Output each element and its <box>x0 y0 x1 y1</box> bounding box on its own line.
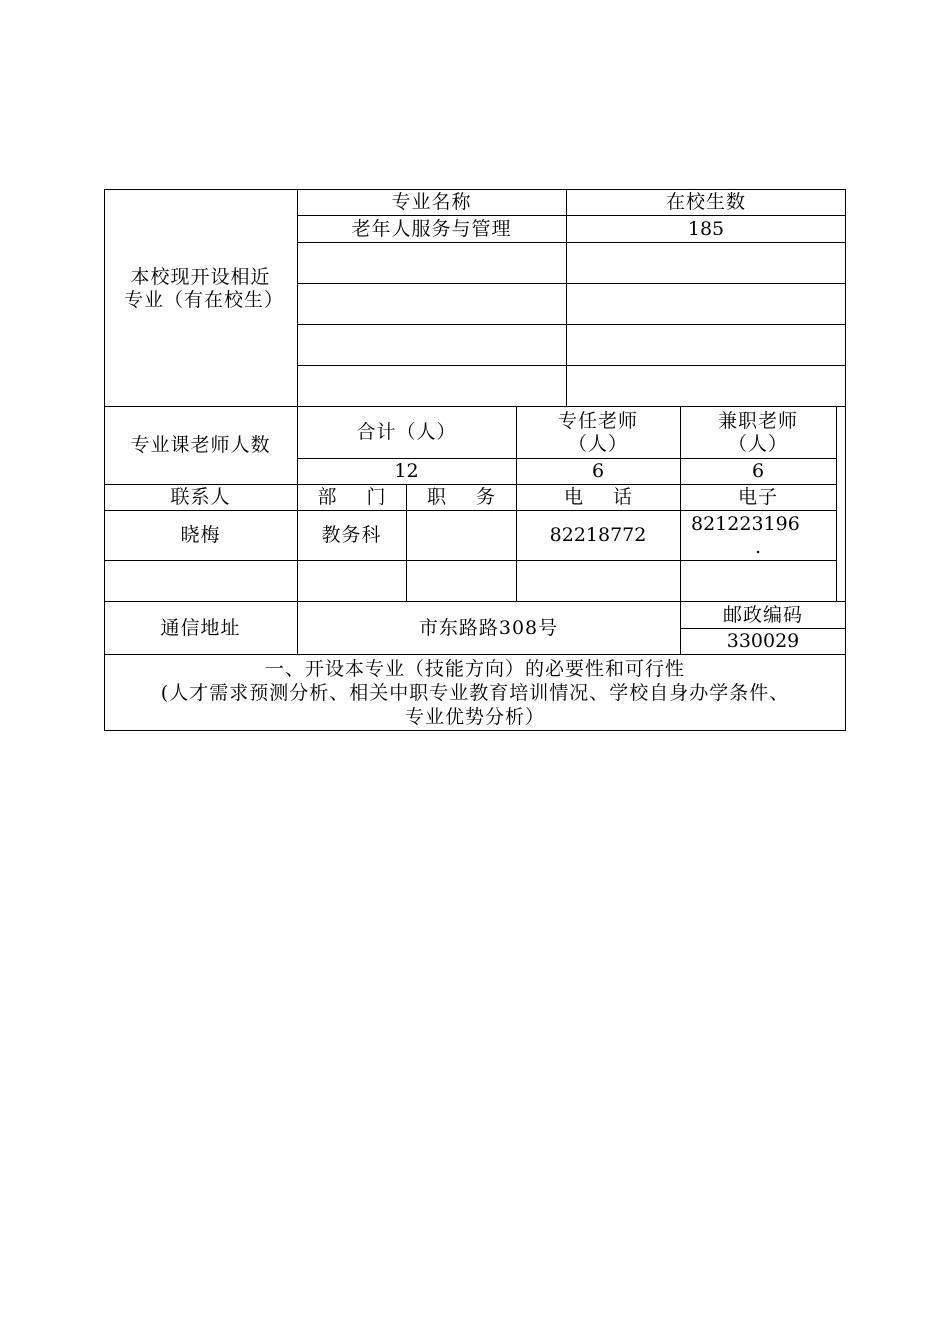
phone-cell <box>516 561 680 601</box>
email-cell <box>680 561 836 601</box>
major-name-cell: 老年人服务与管理 <box>351 217 512 240</box>
phone-column-header: 电 话 <box>563 486 645 508</box>
parttime-teacher-value: 6 <box>751 460 765 482</box>
major-name-cell <box>297 284 566 324</box>
address-label: 通信地址 <box>160 616 241 639</box>
major-name-cell <box>297 366 566 406</box>
email-cell: 821223196 . <box>691 513 800 558</box>
department-cell: 教务科 <box>321 524 382 546</box>
email-column-header: 电子 <box>737 486 778 508</box>
position-cell <box>406 511 516 560</box>
teacher-count-row-header: 专业课老师人数 <box>130 434 271 456</box>
section-subtitle-line1: (人才需求预测分析、相关中职专业教育培训情况、学校自身办学条件、 <box>160 682 790 704</box>
fulltime-teacher-column-header: 专任老师（人） <box>557 409 638 455</box>
existing-majors-row-header: 本校现开设相近专业（有在校生） <box>124 266 285 311</box>
major-name-cell <box>297 243 566 283</box>
enrolled-count-cell <box>566 243 846 283</box>
department-column-header: 部 门 <box>317 486 398 508</box>
contact-person-cell: 晓梅 <box>180 524 221 546</box>
contact-person-cell <box>104 561 297 601</box>
teacher-total-value: 12 <box>394 460 419 482</box>
enrolled-count-column-header: 在校生数 <box>665 191 746 213</box>
section-subtitle-line2: 专业优势分析） <box>404 706 545 728</box>
address-value: 市东路路308号 <box>418 616 559 639</box>
enrolled-count-cell: 185 <box>687 217 725 240</box>
enrolled-count-cell <box>566 366 846 406</box>
parttime-teacher-column-header: 兼职老师（人） <box>717 409 798 455</box>
postal-code-value: 330029 <box>726 630 800 652</box>
major-name-column-header: 专业名称 <box>391 191 472 213</box>
postal-code-label: 邮政编码 <box>722 603 803 626</box>
major-name-cell <box>297 325 566 365</box>
teacher-total-column-header: 合计（人） <box>356 421 457 443</box>
position-column-header: 职 务 <box>426 486 508 508</box>
department-cell <box>297 561 406 601</box>
contact-person-column-header: 联系人 <box>170 486 231 508</box>
phone-cell: 82218772 <box>549 524 647 546</box>
fulltime-teacher-value: 6 <box>591 460 605 482</box>
section-title: 一、开设本专业（技能方向）的必要性和可行性 <box>264 658 685 680</box>
enrolled-count-cell <box>566 325 846 365</box>
section-heading <box>104 655 846 731</box>
position-cell <box>406 561 516 601</box>
enrolled-count-cell <box>566 284 846 324</box>
